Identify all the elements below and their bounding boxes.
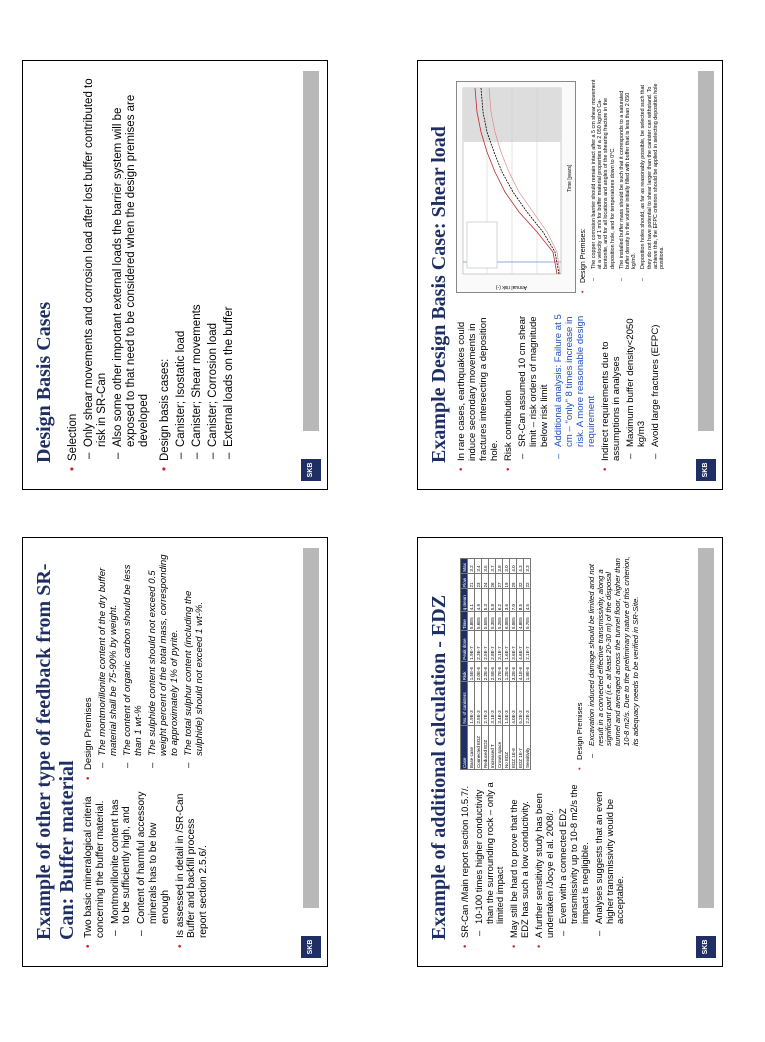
table-cell: 5.3E5 <box>489 612 496 631</box>
table-row <box>468 559 475 770</box>
table-cell: 4.1E-6 <box>517 661 524 682</box>
risk-chart-svg <box>457 82 575 292</box>
table-cell: 1.5E-6 <box>468 661 475 682</box>
sub-bullet-item: – Maximum buffer density<2050 kg/m3 <box>625 303 647 471</box>
table-cell: 2.5E-7 <box>482 630 489 661</box>
sub-bullet-item: – Even with a connected EDZ transmissivity up to 10-8 m2/s the impact is negligible. <box>558 780 590 948</box>
sub-bullet-item: – Canister; Isostatic load <box>175 77 188 471</box>
skb-logo: SKB <box>696 459 716 481</box>
sub-bullet-item: – Analyses suggests that an even higher transmissivity would be acceptable. <box>594 780 626 948</box>
table-cell: 3.6 <box>503 589 510 612</box>
table-cell: 3.5 <box>482 559 489 574</box>
table-cell: 4.6E-7 <box>517 630 524 661</box>
table-cell: 3.3 <box>524 559 531 574</box>
table-cell: 3.7 <box>489 559 496 574</box>
bullet-item: • Design Premises: <box>580 77 588 293</box>
table-cell: 4.0 <box>510 559 517 574</box>
footer-bar <box>303 548 319 908</box>
footer-bar <box>698 548 714 908</box>
table-cell: 3.6E-7 <box>510 630 517 661</box>
table-cell: No EDZ <box>503 725 510 769</box>
table-row <box>524 559 531 770</box>
table-cell: 19 <box>503 573 510 589</box>
slide-content <box>25 63 327 489</box>
skb-logo: SKB <box>696 936 716 958</box>
table-cell: Reduced EDZ <box>482 725 489 769</box>
risk-text: SR-Can assumed 10 cm shear limit – risk orders of magnitude below risk limit <box>517 315 550 447</box>
bullet-item: • Design Premises <box>83 554 94 780</box>
slide-body-right <box>576 554 644 770</box>
table-cell: 5.7E5 <box>524 612 531 631</box>
table-cell: Increased T <box>489 725 496 769</box>
table-cell: Crown space <box>496 725 503 769</box>
slide-body-left <box>456 303 664 471</box>
table-cell: 5.5E5 <box>482 612 489 631</box>
table-header-cell: Risk <box>461 661 468 682</box>
table-header-cell: No. of canisters <box>461 682 468 725</box>
table-cell: 5.0E5 <box>510 612 517 631</box>
table-cell: 3.4E-3 <box>496 682 503 725</box>
slide-design-basis-cases <box>22 60 328 490</box>
footer-bar <box>698 71 714 431</box>
table-cell: 4.3 <box>517 559 524 574</box>
table-row <box>510 559 517 770</box>
bullet-item: • Selection <box>67 77 80 471</box>
table-cell: 8.5 <box>517 589 524 612</box>
skb-logo: SKB <box>301 936 321 958</box>
slide-body-left <box>460 780 629 948</box>
sub-bullet-item: – External loads on the buffer <box>223 77 236 471</box>
table-cell: 2.5E-6 <box>489 661 496 682</box>
table-cell: 7.0 <box>510 589 517 612</box>
table-cell: 3.1E-3 <box>489 682 496 725</box>
bullet-item: • Indirect requirements due to assumptions in analyses <box>600 303 622 471</box>
table-cell: 2.0E-6 <box>475 661 482 682</box>
risk-chart-ylabel: Annual risk (-) <box>495 284 527 290</box>
sub-bullet-item: – The sulphide content should not exceed 0.5 weight percent of the total mass, corresponding to approximately 1% of pyrite. <box>147 554 180 780</box>
table-header-cell: Flow <box>461 573 468 589</box>
table-row <box>489 559 496 770</box>
table-cell: 2.2E-6 <box>482 661 489 682</box>
table-header-cell: Peak dose <box>461 630 468 661</box>
table-cell: 4.5 <box>524 589 531 612</box>
slide-content <box>25 540 327 966</box>
table-row <box>475 559 482 770</box>
table-cell: 21 <box>468 573 475 589</box>
table-cell: Connected EDZ <box>475 725 482 769</box>
bullet-item: • May still be hard to prove that the EDZ has such a low conductivity. <box>509 780 531 948</box>
slide-buffer-material <box>22 537 328 967</box>
sub-bullet-item: – Avoid large fractures (EFPC) <box>650 303 661 471</box>
table-cell: 3.1E-7 <box>496 630 503 661</box>
table-cell: 29 <box>510 573 517 589</box>
table-row <box>503 559 510 770</box>
table-cell: 5.8E5 <box>468 612 475 631</box>
slide-body <box>67 77 239 471</box>
table-cell: 1.9E-3 <box>468 682 475 725</box>
sub-bullet-item: – The montmorillonite content of the dry buffer material shall be 75-90% by weight. <box>97 554 119 780</box>
bullet-item: • Design basis cases: <box>159 77 172 471</box>
table-cell: 2.3E-7 <box>475 630 482 661</box>
table-cell: 22 <box>524 573 531 589</box>
table-cell: 1.8E-6 <box>524 661 531 682</box>
table-header-cell: Case <box>461 725 468 769</box>
sub-bullet-item: – Excavation induced damage should be limited and not result in a connected effective transmissivity, along a significant part (i.e. at least 20-30 m) of the disposal tunnel and averaged across the tunnel floor, higher than 10-8 m2/s. Due to the preliminary nature of this criterion, its adequacy needs to be verified in SR-Site. <box>588 554 641 770</box>
slide-body-right <box>580 77 668 293</box>
table-header-cell: q mean <box>461 589 468 612</box>
table-cell: 2.7E-6 <box>496 661 503 682</box>
table-cell: 6.0E5 <box>503 612 510 631</box>
table-cell: 3.2 <box>468 559 475 574</box>
table-cell: EDZ 1E-7 <box>517 725 524 769</box>
table-cell: 24 <box>482 573 489 589</box>
table-cell: 32 <box>517 573 524 589</box>
table-cell: 2.7E-3 <box>482 682 489 725</box>
slide-title: Example of additional calculation - EDZ <box>428 594 450 940</box>
table-cell: 1.2E-6 <box>503 661 510 682</box>
bullet-item: • A further sensitivity study has been undertaken /Jocye el al. 2008/. <box>534 780 556 948</box>
table-cell: 4.9 <box>475 589 482 612</box>
footer-bar <box>303 71 319 431</box>
table-cell: 6.2 <box>496 589 503 612</box>
table-cell: 4.0E-3 <box>510 682 517 725</box>
slide-title: Example Design Basis Case: Shear load <box>428 126 450 463</box>
bullet-item: • Two basic mineralogical criteria concerning the buffer material. <box>83 790 107 948</box>
table-cell: 3.2E-6 <box>510 661 517 682</box>
slide-content <box>420 540 722 966</box>
table-cell: EDZ 1E-8 <box>510 725 517 769</box>
risk-chart-xlabel: Time [years] <box>567 164 573 192</box>
table-row <box>517 559 524 770</box>
table-cell: Sensitivity <box>524 725 531 769</box>
table-header-row <box>461 559 468 770</box>
table-row <box>482 559 489 770</box>
bullet-item: • Is assessed in detail in /SR-Can Buffer and backfill process report section 2.5.6/. <box>175 790 210 948</box>
slide-content <box>420 63 722 489</box>
bullet-item: • Design Premises <box>576 554 585 770</box>
table-cell: 26 <box>489 573 496 589</box>
slide-shear-load <box>417 60 723 490</box>
sub-bullet-item: – Canister; Corrosion load <box>207 77 220 471</box>
sub-bullet-item: – 10-100 times higher conductivity than the surrounding rock – only a limited impact <box>474 780 506 948</box>
slide-title: Example of other type of feedback from SR-Can: Buffer material <box>33 563 78 940</box>
table-cell: 27 <box>496 573 503 589</box>
table-cell: 2.8E-7 <box>489 630 496 661</box>
skb-logo: SKB <box>301 459 321 481</box>
slide-edz <box>417 537 723 967</box>
sub-bullet-item <box>517 303 550 471</box>
sub-bullet-item: – Content of harmful accessory minerals has to be low enough <box>136 790 171 948</box>
sub-bullet-item: – The content of organic carbon should be less than 1 wt-% <box>122 554 144 780</box>
sub-bullet-item: – The total sulphur content (including the sulphide) should not exceed 1 wt-%. <box>183 554 205 780</box>
table-cell: 5.6E5 <box>475 612 482 631</box>
risk-chart <box>456 81 576 293</box>
bullet-item: • Risk contribution <box>503 303 514 471</box>
sub-bullet-item: – Canister; Shear movements <box>191 77 204 471</box>
table-header-cell: Max <box>461 559 468 574</box>
slide-body-left <box>83 790 213 948</box>
bullet-item: • In rare cases, earthquakes could induce secondary movements in fractures intersecting a deposition hole. <box>456 303 500 471</box>
table-cell: 2.5E-3 <box>475 682 482 725</box>
table-header-cell: Time <box>461 612 468 631</box>
table-cell: 1.9E-7 <box>468 630 475 661</box>
sub-bullet-item: – The installed buffer mass should be such that it corresponds to a saturated buffer density in the volume initially filled with buffer that is less than 2 050 kg/m3. <box>619 77 638 293</box>
table-cell: 3.8 <box>496 559 503 574</box>
sub-bullet-item: – Also some other important external loads the barrier system will be exposed to that need to be considered when the design premises are developed <box>112 77 151 471</box>
table-cell: 5.3 <box>482 589 489 612</box>
table-cell: 5.8 <box>489 589 496 612</box>
table-row <box>496 559 503 770</box>
slide-title: Design Basis Cases <box>33 301 55 463</box>
table-cell: Base case <box>468 725 475 769</box>
table-cell: 3.4 <box>475 559 482 574</box>
table-cell: 1.5E-3 <box>503 682 510 725</box>
sub-bullet-item: – Only shear movements and corrosion load after lost buffer contributed to risk in SR-Can <box>83 77 109 471</box>
edz-results-table <box>460 558 531 770</box>
sub-bullet-item: – The copper corrosion barrier should remain intact after a 5 cm shear movement at a velocity of 1 m/s for buffer material properties of a 2 050 kg/m3 Ca-bentonite, and for all locations and angles of the shearing fracture in the deposition hole, and for temperatures down to 0°C. <box>591 77 616 293</box>
sub-bullet-item: – Additional analysis: Failure at 5 cm – "only" 8 times increase in risk. A more reasonable design requirement <box>553 303 597 471</box>
table-cell: 1.6E-7 <box>503 630 510 661</box>
table-cell: 4.1 <box>468 589 475 612</box>
sub-bullet-item: – Deposition holes should, as far as reasonably possible, be selected such that they do not have potential to shear larger than the canister can withstand. To achieve this, the EFPC criterion should be applied in selecting deposition hole positions. <box>640 77 665 293</box>
table-cell: 5.2E5 <box>496 612 503 631</box>
table-cell: 2.1E-7 <box>524 630 531 661</box>
table-cell: 2.2E-3 <box>524 682 531 725</box>
table-cell: 23 <box>475 573 482 589</box>
sub-bullet-item: – Montmorillonite content has to be sufficiently high, and <box>110 790 134 948</box>
table-cell: 5.2E-3 <box>517 682 524 725</box>
table-cell: 3.0 <box>503 559 510 574</box>
slide-body-right <box>83 554 208 780</box>
bullet-item: • SR-Can /Main report section 10.5.7/. <box>460 780 471 948</box>
table-cell: 4.8E5 <box>517 612 524 631</box>
